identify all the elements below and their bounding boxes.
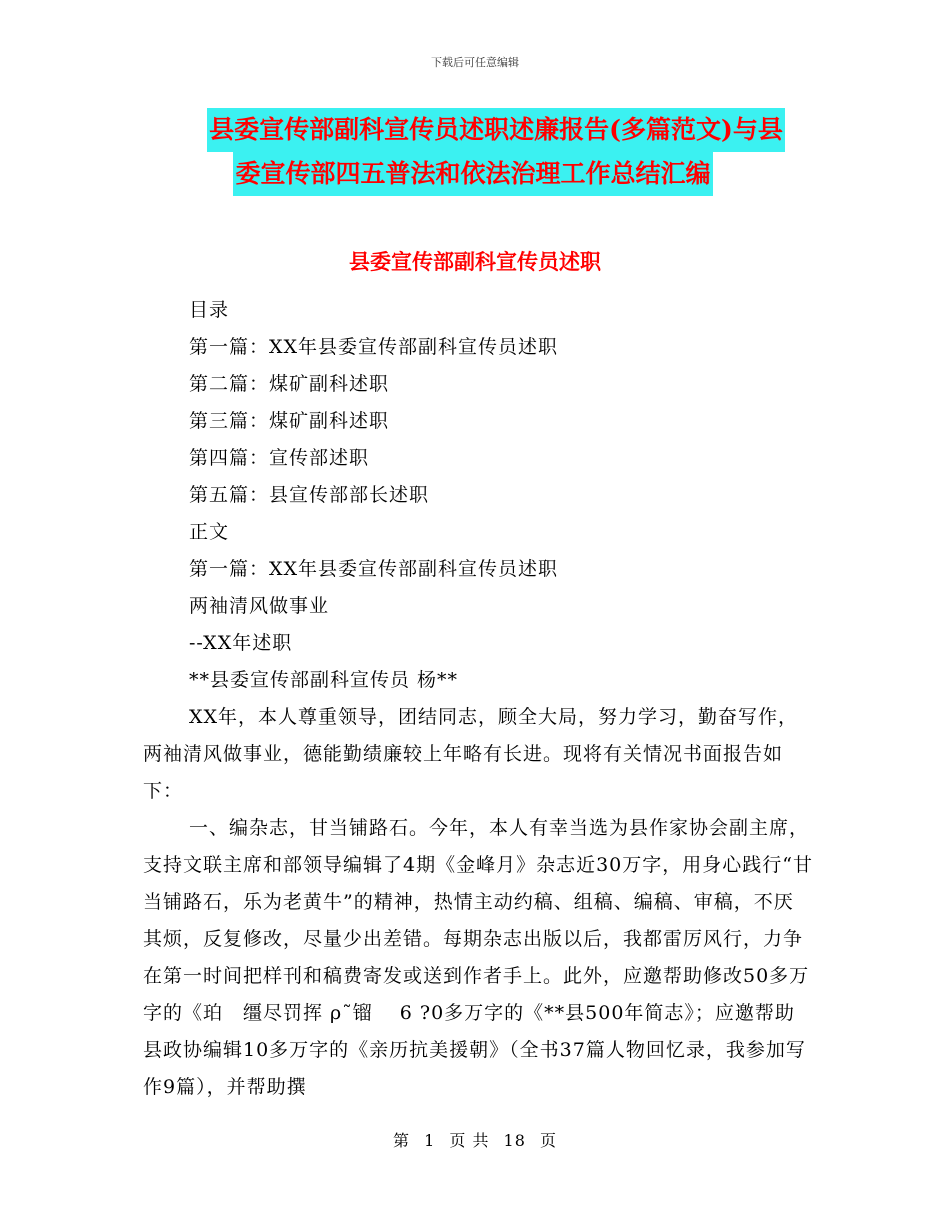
toc-heading: 目录	[189, 299, 230, 321]
document-body	[143, 292, 813, 1106]
toc-item: 第二篇：煤矿副科述职	[189, 373, 390, 395]
footer-page-number: 1	[424, 1131, 436, 1150]
toc-item: 第五篇：县宣传部部长述职	[189, 484, 430, 506]
toc-item: 第四篇：宣传部述职	[189, 447, 370, 469]
article-subtitle: 两袖清风做事业	[189, 595, 330, 617]
article-author: **县委宣传部副科宣传员 杨**	[189, 669, 459, 691]
document-title-line-1: 县委宣传部副科宣传员述职述廉报告(多篇范文)与县	[207, 108, 785, 152]
article-title: 第一篇：XX年县委宣传部副科宣传员述职	[189, 558, 559, 580]
footer-middle: 页 共	[449, 1131, 490, 1150]
document-title-line-2: 委宣传部四五普法和依法治理工作总结汇编	[233, 152, 712, 196]
footer-total-pages: 18	[503, 1131, 526, 1150]
page-footer	[0, 1128, 950, 1151]
toc-item: 第一篇：XX年县委宣传部副科宣传员述职	[189, 336, 559, 358]
article-subline: --XX年述职	[189, 632, 293, 654]
body-paragraph: XX年，本人尊重领导，团结同志，顾全大局，努力学习，勤奋写作，两袖清风做事业，德能勤绩廉较上年略有长进。现将有关情况书面报告如下：	[143, 706, 799, 802]
section-title: 县委宣传部副科宣传员述职	[349, 249, 601, 274]
body-paragraph: 一、编杂志，甘当铺路石。今年，本人有幸当选为县作家协会副主席，支持文联主席和部领导编辑了4期《金峰月》杂志近30万字，用身心践行“甘当铺路石，乐为老黄牛”的精神，热情主动约稿、组稿、编稿、审稿，不厌其烦，反复修改，尽量少出差错。每期杂志出版以后，我都雷厉风行，力争在第一时间把样刊和稿费寄发或送到作者手上。此外，应邀帮助修改50多万字的《珀 缰尽罚挥 ρ˜镏 6 ?0多万字的《**县500年简志》；应邀帮助县政协编辑10多万字的《亲历抗美援朝》（全书37篇人物回忆录，我参加写作9篇），并帮助撰	[143, 817, 813, 1098]
toc-item: 第三篇：煤矿副科述职	[189, 410, 390, 432]
page-header-note: 下载后可任意编辑	[431, 56, 519, 69]
body-heading: 正文	[189, 521, 230, 543]
document-title	[0, 108, 950, 196]
footer-prefix: 第	[392, 1131, 410, 1150]
footer-suffix: 页	[540, 1131, 558, 1150]
